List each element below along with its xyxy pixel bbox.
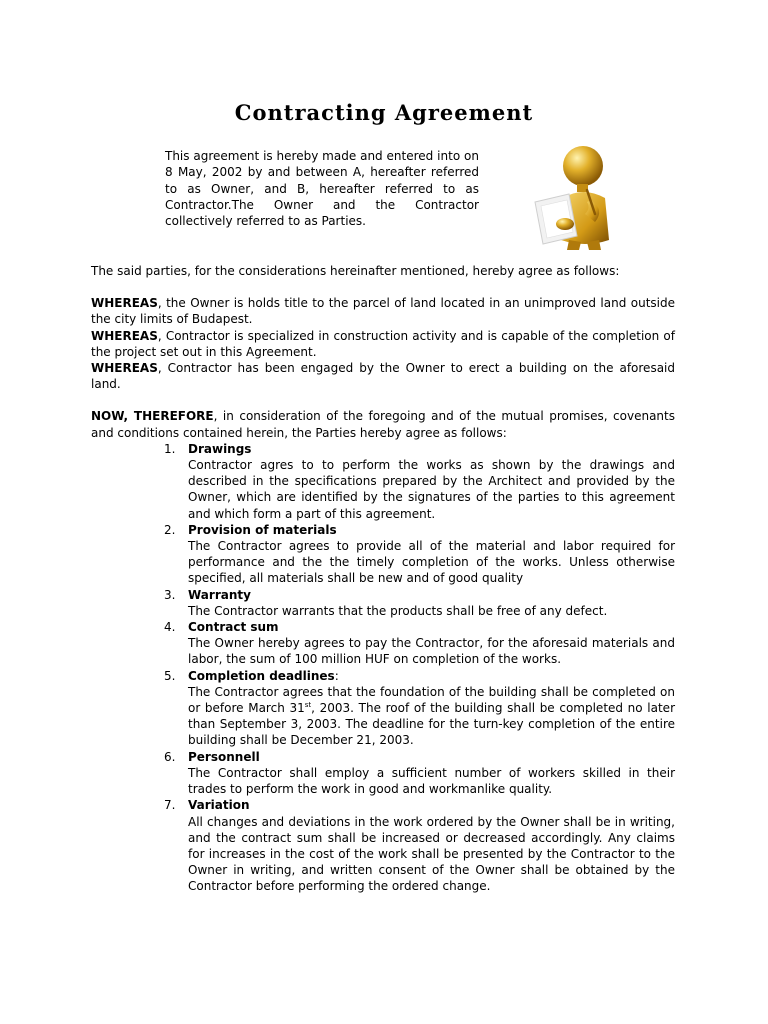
clause-item bbox=[164, 587, 675, 619]
clause-number: 2. bbox=[164, 522, 176, 537]
clause-text: The Contractor shall employ a sufficient number of workers skilled in their trades to perform the work in good and workmanlike quality. bbox=[188, 765, 675, 797]
whereas-clause bbox=[91, 328, 675, 360]
agreement-body bbox=[91, 263, 675, 895]
whereas-text: , Contractor is specialized in construction activity and is capable of the completion of the project set out in this Agreement. bbox=[91, 328, 675, 359]
clause-text: The Owner hereby agrees to pay the Contractor, for the aforesaid materials and labor, the sum of 100 million HUF on completion of the works. bbox=[188, 636, 675, 667]
clause-item bbox=[164, 797, 675, 894]
clause-text: All changes and deviations in the work ordered by the Owner shall be in writing, and the contract sum shall be increased or decreased accordingly. Any claims for increases in the cost of the work shall be presented by the Contractor to the Owner in writing, and written consent of the Owner shall be obtained by the Contractor before performing the ordered change. bbox=[188, 814, 675, 894]
clause-heading: Provision of materials bbox=[188, 522, 337, 537]
clause-number: 5. bbox=[164, 668, 176, 683]
clause-number: 3. bbox=[164, 587, 176, 602]
clause-heading: Completion deadlines bbox=[188, 668, 335, 683]
clause-heading-suffix: : bbox=[334, 668, 339, 683]
clause-text: Contractor agres to to perform the works as shown by the drawings and described in the specifications prepared by the Architect and provided by the Owner, which are identified by the signatures of the parties to this agreement and which form a part of this agreement. bbox=[188, 458, 675, 521]
clause-text-part: , 2003. The roof of the building shall be completed no later than September 3, 2003. The deadline for the turn-key completion of the entire building shall be December 21, 2003. bbox=[188, 701, 675, 748]
clause-number: 1. bbox=[164, 441, 176, 456]
clause-item bbox=[164, 619, 675, 668]
clause-heading: Personnell bbox=[188, 749, 260, 764]
said-parties-paragraph: The said parties, for the considerations hereinafter mentioned, hereby agree as follows: bbox=[91, 264, 620, 278]
clause-item bbox=[164, 441, 675, 522]
whereas-text: , Contractor has been engaged by the Owner to erect a building on the aforesaid land. bbox=[91, 361, 675, 392]
whereas-clause bbox=[91, 360, 675, 392]
now-therefore-label: NOW, THEREFORE bbox=[91, 409, 214, 424]
whereas-clause bbox=[91, 295, 675, 327]
clause-heading: Contract sum bbox=[188, 620, 279, 635]
clause-heading: Warranty bbox=[188, 587, 251, 602]
intro-paragraph: This agreement is hereby made and entered into on 8 May, 2002 by and between A, hereafter referred to as Owner, and B, hereafter referred to as Contractor.The Owner and the Contractor collectively referred to as Parties. bbox=[165, 149, 479, 229]
now-therefore-paragraph bbox=[91, 408, 675, 440]
clause-heading: Variation bbox=[188, 798, 250, 813]
clause-heading: Drawings bbox=[188, 441, 252, 456]
whereas-label: WHEREAS bbox=[91, 361, 158, 376]
document-title: Contracting Agreement bbox=[234, 100, 534, 125]
clause-text-part: The Contractor agrees that the foundation of the building shall be completed on or before March 31 bbox=[188, 684, 675, 716]
clause-number: 6. bbox=[164, 749, 176, 764]
clause-text: The Contractor agrees to provide all of the material and labor required for performance and the the timely completion of the works. Unless otherwise specified, all materials shall be new and of good quality bbox=[188, 539, 675, 586]
clause-item bbox=[164, 522, 675, 587]
whereas-text: , the Owner is holds title to the parcel of land located in an unimproved land outside the city limits of Budapest. bbox=[91, 296, 675, 327]
clause-text: The Contractor warrants that the products shall be free of any defect. bbox=[188, 603, 608, 618]
ordinal-superscript: st bbox=[304, 701, 312, 710]
clause-text bbox=[188, 684, 675, 749]
now-therefore-text: , in consideration of the foregoing and of the mutual promises, covenants and conditions contained herein, the Parties hereby agree as follows: bbox=[91, 409, 675, 440]
clause-item bbox=[164, 749, 675, 798]
whereas-label: WHEREAS bbox=[91, 296, 158, 311]
clause-item bbox=[164, 668, 675, 749]
whereas-label: WHEREAS bbox=[91, 328, 158, 343]
clause-list bbox=[91, 441, 675, 895]
clause-number: 7. bbox=[164, 798, 176, 813]
person-reading-document-icon bbox=[525, 140, 635, 252]
clause-number: 4. bbox=[164, 620, 176, 635]
